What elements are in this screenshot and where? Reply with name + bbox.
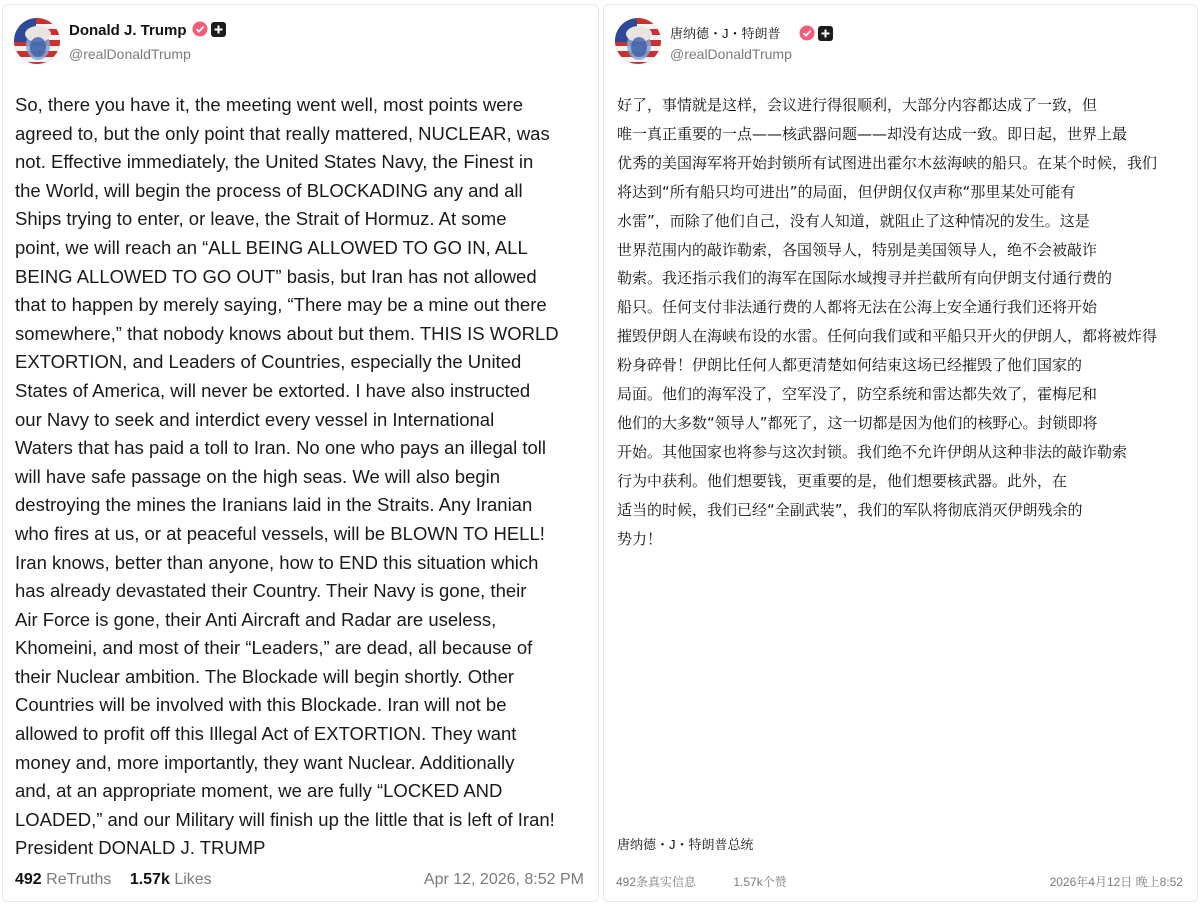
likes-stat[interactable]: 1.57k Likes [129,871,212,888]
author-handle[interactable]: @realDonaldTrump [69,46,191,62]
retruths-stat[interactable]: 492 ReTruths [15,871,112,888]
plus-icon [818,26,833,44]
avatar[interactable] [615,18,661,64]
post-body: 好了，事情就是这样，会议进行得很顺利，大部分内容都达成了一致，但 唯一真正重要的一点——核武器问题——却没有达成一致。即日起，世界上最 优秀的美国海军将开始封锁所有试图进出霍尔木兹海峡的船只。在某个时候，我们 将达到“所有船只均可进出”的局面，但伊朗仅仅声称“那里某处可能有 水雷”，而除了他们自己，没有人知道，就阻止了这种情况的发生。这是 世界范围内的敲诈勒索，各国领导人，特别是美国领导人，绝不会被敲诈 勒索。我还指示我们的海军在国际水域搜寻并拦截所有向伊朗支付通行费的 船只。任何支付非法通行费的人都将无法在公海上安全通行我们还将开始 摧毁伊朗人在海峡布设的水雷。任何向我们或和平船只开火的伊朗人，都将被炸得 粉身碎骨！伊朗比任何人都更清楚如何结束这场已经摧毁了他们国家的 局面。他们的海军没了，空军没了，防空系统和雷达都失效了，霍梅尼和 他们的大多数“领导人”都死了，这一切都是因为他们的核野心。封锁即将 开始。其他国家也将参与这次封锁。我们绝不允许伊朗从这种非法的敲诈勒索 行为中获利。他们想要钱，更重要的是，他们想要核武器。此外，在 适当的时候，我们已经“全副武装”，我们的军队将彻底消灭伊朗残余的 势力！ [617,96,1158,548]
post-footer [616,873,1183,890]
verified-badge-icon [799,25,815,44]
post-card-english [2,4,599,902]
retruths-stat[interactable]: 492条真实信息 [616,875,697,889]
author-name[interactable]: 唐纳德・J・特朗普 [670,23,833,44]
avatar[interactable] [14,18,60,64]
post-footer [15,871,584,889]
timestamp[interactable]: 2026年4月12日 晚上8:52 [1049,875,1183,889]
post-signature: 唐纳德・J・特朗普总统 [617,837,754,852]
post-card-chinese [603,4,1198,902]
author-name[interactable]: Donald J. Trump [69,21,226,41]
post-body: So, there you have it, the meeting went well, most points were agreed to, but the only point that really mattered, NUCLEAR, was not. Effective immediately, the United States Navy, the Finest in the World, will begin the process of BLOCKADING any and all Ships trying to enter, or leave, the Strait of Hormuz. At some point, we will reach an “ALL BEING ALLOWED TO GO IN, ALL BEING ALLOWED TO GO OUT” basis, but Iran has not allowed that to happen by merely saying, “There may be a mine out there somewhere,” that nobody knows about but them. THIS IS WORLD EXTORTION, and Leaders of Countries, especially the United States of America, will never be extorted. I have also instructed our Navy to seek and interdict every vessel in International Waters that has paid a toll to Iran. No one who pays an illegal toll will have safe passage on the high seas. We will also begin destroying the mines the Iranians laid in the Straits. Any Iranian who fires at us, or at peaceful vessels, will be BLOWN TO HELL! Iran knows, better than anyone, how to END this situation which has already devastated their Country. Their Navy is gone, their Air Force is gone, their Anti Aircraft and Radar are useless, Khomeini, and most of their “Leaders,” are dead, all because of their Nuclear ambition. The Blockade will begin shortly. Other Countries will be involved with this Blockade. Iran will not be allowed to profit off this Illegal Act of EXTORTION. They want money and, more importantly, they want Nuclear. Additionally and, at an appropriate moment, we are fully “LOCKED AND LOADED,” and our Military will finish up the little that is left of Iran! President DONALD J. TRUMP [15,94,559,859]
timestamp[interactable]: Apr 12, 2026, 8:52 PM [423,871,584,888]
plus-icon [211,22,226,41]
likes-stat[interactable]: 1.57k个赞 [733,875,787,889]
author-handle[interactable]: @realDonaldTrump [670,46,792,62]
verified-badge-icon [192,21,208,41]
